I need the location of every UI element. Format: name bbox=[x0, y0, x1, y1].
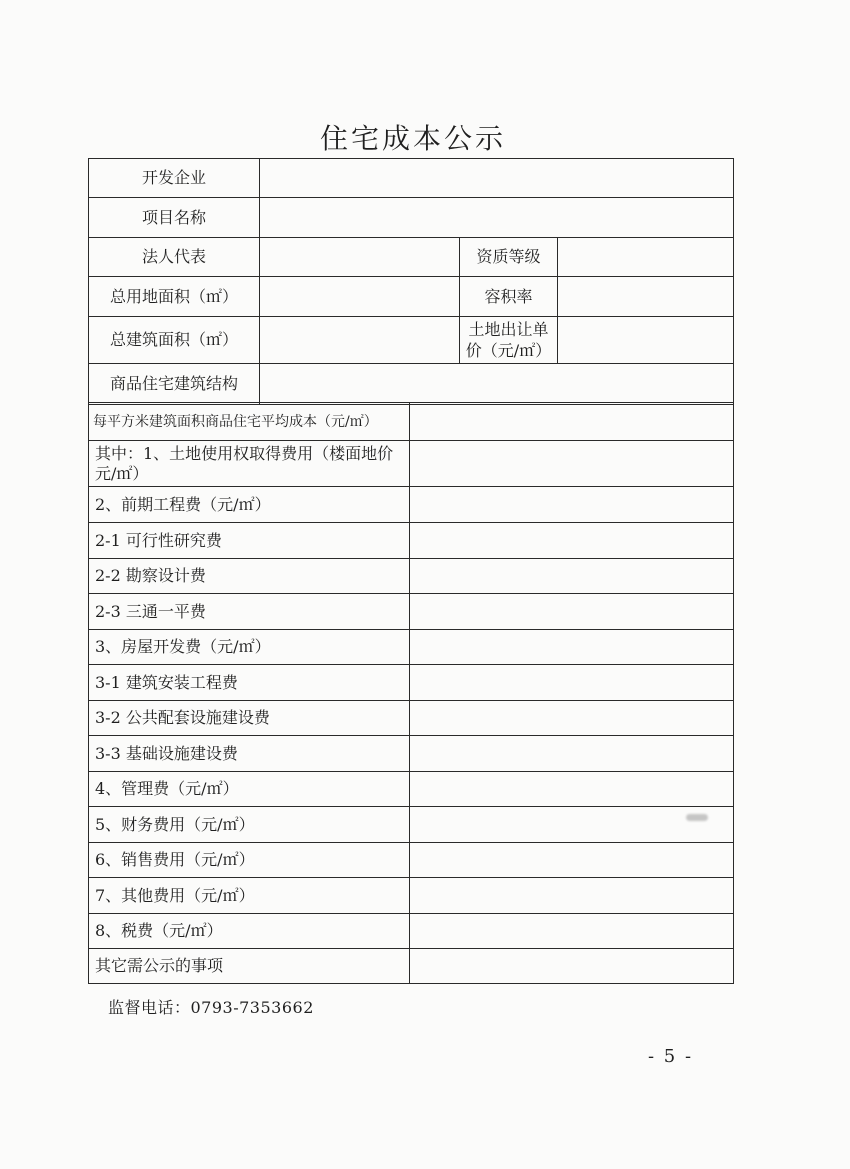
survey-design-cost-label: 2-2 勘察设计费 bbox=[89, 559, 410, 594]
tax-fee-value-cell bbox=[410, 914, 734, 949]
survey-design-cost-value-cell bbox=[410, 559, 734, 594]
sales-cost-value-cell bbox=[410, 843, 734, 878]
other-disclosure-label: 其它需公示的事项 bbox=[89, 949, 410, 984]
housing-development-cost-value-cell bbox=[410, 630, 734, 665]
table-row bbox=[89, 487, 734, 523]
management-fee-value-cell bbox=[410, 772, 734, 807]
project-info-table bbox=[88, 158, 734, 405]
developer-value-cell bbox=[260, 159, 734, 198]
infrastructure-cost-value-cell bbox=[410, 736, 734, 772]
supervision-phone: 监督电话：0793-7353662 bbox=[108, 998, 314, 1017]
total-building-area-label: 总建筑面积（㎡） bbox=[89, 317, 260, 364]
table-row bbox=[89, 277, 734, 317]
feasibility-study-cost-label: 2-1 可行性研究费 bbox=[89, 523, 410, 559]
other-cost-value-cell bbox=[410, 878, 734, 914]
table-row bbox=[89, 772, 734, 807]
other-cost-label: 7、其他费用（元/㎡） bbox=[89, 878, 410, 914]
land-use-right-cost-label: 其中：1、土地使用权取得费用（楼面地价元/㎡） bbox=[89, 441, 410, 487]
table-row bbox=[89, 523, 734, 559]
housing-development-cost-label: 3、房屋开发费（元/㎡） bbox=[89, 630, 410, 665]
land-unit-price-value-cell bbox=[558, 317, 734, 364]
table-row bbox=[89, 594, 734, 630]
table-row bbox=[89, 559, 734, 594]
page-title: 住宅成本公示 bbox=[319, 122, 506, 155]
average-cost-label: 每平方米建筑面积商品住宅平均成本（元/㎡） bbox=[89, 403, 410, 441]
financial-cost-value-cell bbox=[410, 807, 734, 843]
public-facilities-cost-value-cell bbox=[410, 701, 734, 736]
other-disclosure-value-cell bbox=[410, 949, 734, 984]
legal-representative-label: 法人代表 bbox=[89, 238, 260, 277]
table-row bbox=[89, 914, 734, 949]
management-fee-label: 4、管理费（元/㎡） bbox=[89, 772, 410, 807]
table-row bbox=[89, 701, 734, 736]
table-row bbox=[89, 317, 734, 364]
project-name-label: 项目名称 bbox=[89, 198, 260, 238]
table-row bbox=[89, 198, 734, 238]
total-land-area-value-cell bbox=[260, 277, 460, 317]
construction-installation-cost-label: 3-1 建筑安装工程费 bbox=[89, 665, 410, 701]
table-row bbox=[89, 807, 734, 843]
building-structure-value-cell bbox=[260, 364, 734, 405]
tax-fee-label: 8、税费（元/㎡） bbox=[89, 914, 410, 949]
table-row bbox=[89, 949, 734, 984]
site-preparation-cost-label: 2-3 三通一平费 bbox=[89, 594, 410, 630]
table-row bbox=[89, 878, 734, 914]
table-row bbox=[89, 665, 734, 701]
sales-cost-label: 6、销售费用（元/㎡） bbox=[89, 843, 410, 878]
preliminary-engineering-cost-value-cell bbox=[410, 487, 734, 523]
land-use-right-cost-value-cell bbox=[410, 441, 734, 487]
building-structure-label: 商品住宅建筑结构 bbox=[89, 364, 260, 405]
table-row bbox=[89, 843, 734, 878]
plot-ratio-label: 容积率 bbox=[460, 277, 558, 317]
developer-label: 开发企业 bbox=[89, 159, 260, 198]
total-building-area-value-cell bbox=[260, 317, 460, 364]
land-unit-price-label: 土地出让单价（元/㎡） bbox=[460, 317, 558, 364]
table-row bbox=[89, 238, 734, 277]
legal-representative-value-cell bbox=[260, 238, 460, 277]
financial-cost-label: 5、财务费用（元/㎡） bbox=[89, 807, 410, 843]
public-facilities-cost-label: 3-2 公共配套设施建设费 bbox=[89, 701, 410, 736]
qualification-grade-value-cell bbox=[558, 238, 734, 277]
project-name-value-cell bbox=[260, 198, 734, 238]
feasibility-study-cost-value-cell bbox=[410, 523, 734, 559]
table-row bbox=[89, 403, 734, 441]
table-row bbox=[89, 364, 734, 405]
plot-ratio-value-cell bbox=[558, 277, 734, 317]
infrastructure-cost-label: 3-3 基础设施建设费 bbox=[89, 736, 410, 772]
total-land-area-label: 总用地面积（㎡） bbox=[89, 277, 260, 317]
page-number: - 5 - bbox=[648, 1046, 694, 1067]
cost-breakdown-table bbox=[88, 402, 734, 984]
construction-installation-cost-value-cell bbox=[410, 665, 734, 701]
table-row bbox=[89, 441, 734, 487]
table-row bbox=[89, 630, 734, 665]
table-row bbox=[89, 159, 734, 198]
qualification-grade-label: 资质等级 bbox=[460, 238, 558, 277]
scan-smudge bbox=[686, 814, 708, 821]
site-preparation-cost-value-cell bbox=[410, 594, 734, 630]
average-cost-value-cell bbox=[410, 403, 734, 441]
table-row bbox=[89, 736, 734, 772]
preliminary-engineering-cost-label: 2、前期工程费（元/㎡） bbox=[89, 487, 410, 523]
